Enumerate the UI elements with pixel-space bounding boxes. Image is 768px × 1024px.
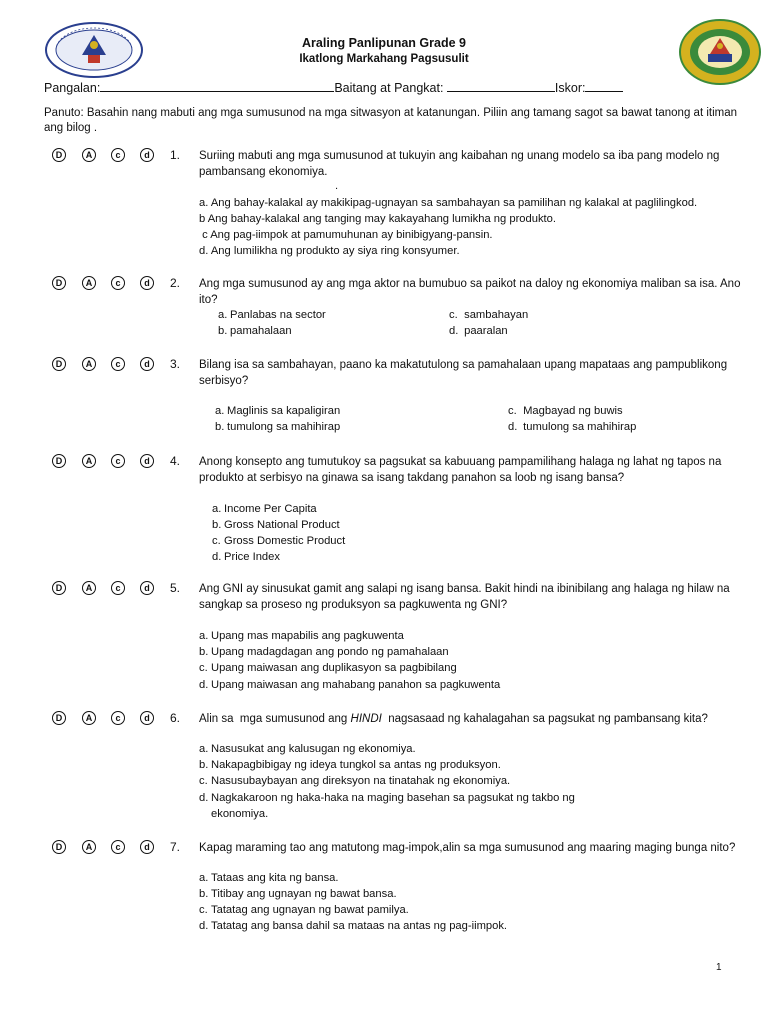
question-text: Alin sa mga sumusunod ang HINDI nagsasaad ng kahalagahan sa pagsukat ng pambansang kita? bbox=[199, 713, 708, 725]
bubble-c-option[interactable]: c bbox=[111, 276, 125, 290]
bubble-c-option[interactable]: c bbox=[111, 454, 125, 468]
question-number: 4. bbox=[170, 454, 181, 468]
exam-title: Araling Panlipunan Grade 9 bbox=[302, 36, 466, 50]
answer-bubbles bbox=[52, 711, 162, 725]
bubble-d-option[interactable]: d bbox=[140, 148, 154, 162]
question-text: Suriing mabuti ang mga sumusunod at tukuyin ang kaibahan ng unang modelo sa iba pang modelo ng pambansang ekonomiya. bbox=[199, 150, 720, 178]
option-a: a. Ang bahay-kalakal ay makikipag-ugnayan sa sambahayan sa pamilihan ng kalakal at paglilingkod. bbox=[199, 197, 698, 209]
bubble-a-option[interactable]: D bbox=[52, 454, 66, 468]
option-d: d. paaralan bbox=[449, 325, 508, 337]
bubble-b-option[interactable]: A bbox=[82, 454, 96, 468]
bubble-c-option[interactable]: c bbox=[111, 357, 125, 371]
option-d: d. Ang lumilikha ng produkto ay siya ring konsyumer. bbox=[199, 245, 460, 257]
bubble-b-option[interactable]: A bbox=[82, 711, 96, 725]
answer-bubbles bbox=[52, 148, 162, 162]
bubble-a-option[interactable]: D bbox=[52, 581, 66, 595]
bubble-b-option[interactable]: A bbox=[82, 357, 96, 371]
option-c: c. Magbayad ng buwis bbox=[508, 405, 623, 417]
bubble-d-option[interactable]: d bbox=[140, 357, 154, 371]
bubble-c-option[interactable]: c bbox=[111, 581, 125, 595]
answer-bubbles bbox=[52, 840, 162, 854]
question-text: Ang mga sumusunod ay ang mga aktor na bumubuo sa paikot na daloy ng ekonomiya maliban sa isa. Ano ito? bbox=[199, 278, 741, 306]
page-number: 1 bbox=[716, 962, 722, 973]
answer-bubbles bbox=[52, 357, 162, 371]
bubble-d-option[interactable]: d bbox=[140, 276, 154, 290]
option-c: c. Nasusubaybayan ang direksyon na tinatahak ng ekonomiya. bbox=[199, 775, 511, 787]
score-label: Iskor: bbox=[554, 81, 586, 95]
question-text: Ang GNI ay sinusukat gamit ang salapi ng isang bansa. Bakit hindi na ibinibilang ang halaga ng hilaw na sangkap sa proseso ng produksyon sa pagkuwenta ng GNI? bbox=[199, 583, 730, 611]
question-number: 7. bbox=[170, 840, 181, 854]
answer-bubbles bbox=[52, 581, 162, 595]
option-b: b. Upang madagdagan ang pondo ng pamahalaan bbox=[199, 646, 449, 658]
option-b: b. Nakapagbibigay ng ideya tungkol sa antas ng produksyon. bbox=[199, 759, 501, 771]
answer-bubbles bbox=[52, 276, 162, 290]
question-number: 6. bbox=[170, 711, 181, 725]
bubble-b-option[interactable]: A bbox=[82, 148, 96, 162]
option-d: d. Nagkakaroon ng haka-haka na maging basehan sa pagsukat ng takbo ng bbox=[199, 792, 575, 804]
bubble-c-option[interactable]: c bbox=[111, 148, 125, 162]
grade-label: Baitang at Pangkat: bbox=[334, 81, 444, 95]
question-text: Bilang isa sa sambahayan, paano ka makatutulong sa pamahalaan upang mapataas ang pampublikong serbisyo? bbox=[199, 359, 728, 387]
hindi-emphasis: HINDI bbox=[350, 713, 382, 725]
bubble-a-option[interactable]: D bbox=[52, 148, 66, 162]
option-c: c. sambahayan bbox=[449, 309, 529, 321]
directions: Panuto: Basahin nang mabuti ang mga sumusunod na mga sitwasyon at katanungan. Piliin ang tamang sagot sa bawat tanong at itiman ang bilog . bbox=[44, 107, 738, 134]
school-seal bbox=[678, 18, 762, 86]
option-b: b. Gross National Product bbox=[212, 519, 340, 531]
option-a: a. Panlabas na sector bbox=[218, 309, 326, 321]
option-b: b. tumulong sa mahihirap bbox=[215, 421, 341, 433]
option-d-continuation: ekonomiya. bbox=[211, 808, 269, 820]
option-a: a. Upang mas mapabilis ang pagkuwenta bbox=[199, 630, 404, 642]
question-number: 2. bbox=[170, 276, 181, 290]
grade-field[interactable] bbox=[447, 80, 555, 92]
option-b: b. pamahalaan bbox=[218, 325, 292, 337]
question-number: 5. bbox=[170, 581, 181, 595]
option-b: b Ang bahay-kalakal ang tanging may kakayahang lumikha ng produkto. bbox=[199, 213, 556, 225]
score-field[interactable] bbox=[585, 80, 623, 92]
bubble-b-option[interactable]: A bbox=[82, 840, 96, 854]
bubble-d-option[interactable]: d bbox=[140, 840, 154, 854]
bubble-a-option[interactable]: D bbox=[52, 357, 66, 371]
bubble-b-option[interactable]: A bbox=[82, 581, 96, 595]
deped-seal bbox=[44, 21, 144, 79]
answer-bubbles bbox=[52, 454, 162, 468]
option-a: a. Tataas ang kita ng bansa. bbox=[199, 872, 339, 884]
bubble-d-option[interactable]: d bbox=[140, 711, 154, 725]
stray-mark: . bbox=[335, 180, 339, 192]
bubble-c-option[interactable]: c bbox=[111, 840, 125, 854]
bubble-a-option[interactable]: D bbox=[52, 276, 66, 290]
option-c: c. Upang maiwasan ang duplikasyon sa pagbibilang bbox=[199, 662, 457, 674]
option-a: a. Nasusukat ang kalusugan ng ekonomiya. bbox=[199, 743, 416, 755]
bubble-b-option[interactable]: A bbox=[82, 276, 96, 290]
option-c: c. Tatatag ang ugnayan ng bawat pamilya. bbox=[199, 904, 409, 916]
option-a: a. Income Per Capita bbox=[212, 503, 317, 515]
bubble-d-option[interactable]: d bbox=[140, 581, 154, 595]
option-d: d. tumulong sa mahihirap bbox=[508, 421, 637, 433]
option-c: c Ang pag-iimpok at pamumuhunan ay binibigyang-pansin. bbox=[199, 229, 493, 241]
question-text: Anong konsepto ang tumutukoy sa pagsukat sa kabuuang pampamilihang halaga ng lahat ng tapos na produkto at serbisyo na ginawa sa isang takdang panahon sa loob ng isang bansa? bbox=[199, 456, 722, 484]
option-d: d. Tatatag ang bansa dahil sa mataas na antas ng pag-iimpok. bbox=[199, 920, 508, 932]
question-number: 3. bbox=[170, 357, 181, 371]
option-d: d. Price Index bbox=[212, 551, 280, 563]
question-number: 1. bbox=[170, 148, 181, 162]
name-label: Pangalan: bbox=[44, 81, 101, 95]
exam-subtitle: Ikatlong Markahang Pagsusulit bbox=[299, 53, 469, 65]
bubble-c-option[interactable]: c bbox=[111, 711, 125, 725]
option-b: b. Titibay ang ugnayan ng bawat bansa. bbox=[199, 888, 397, 900]
option-c: c. Gross Domestic Product bbox=[212, 535, 346, 547]
bubble-a-option[interactable]: D bbox=[52, 840, 66, 854]
bubble-d-option[interactable]: d bbox=[140, 454, 154, 468]
name-field[interactable] bbox=[100, 80, 334, 92]
question-text: Kapag maraming tao ang matutong mag-impok,alin sa mga sumusunod ang maaring maging bunga nito? bbox=[199, 842, 736, 854]
student-info-row bbox=[44, 80, 623, 95]
option-d: d. Upang maiwasan ang mahabang panahon sa pagkuwenta bbox=[199, 679, 501, 691]
bubble-a-option[interactable]: D bbox=[52, 711, 66, 725]
option-a: a. Maglinis sa kapaligiran bbox=[215, 405, 341, 417]
